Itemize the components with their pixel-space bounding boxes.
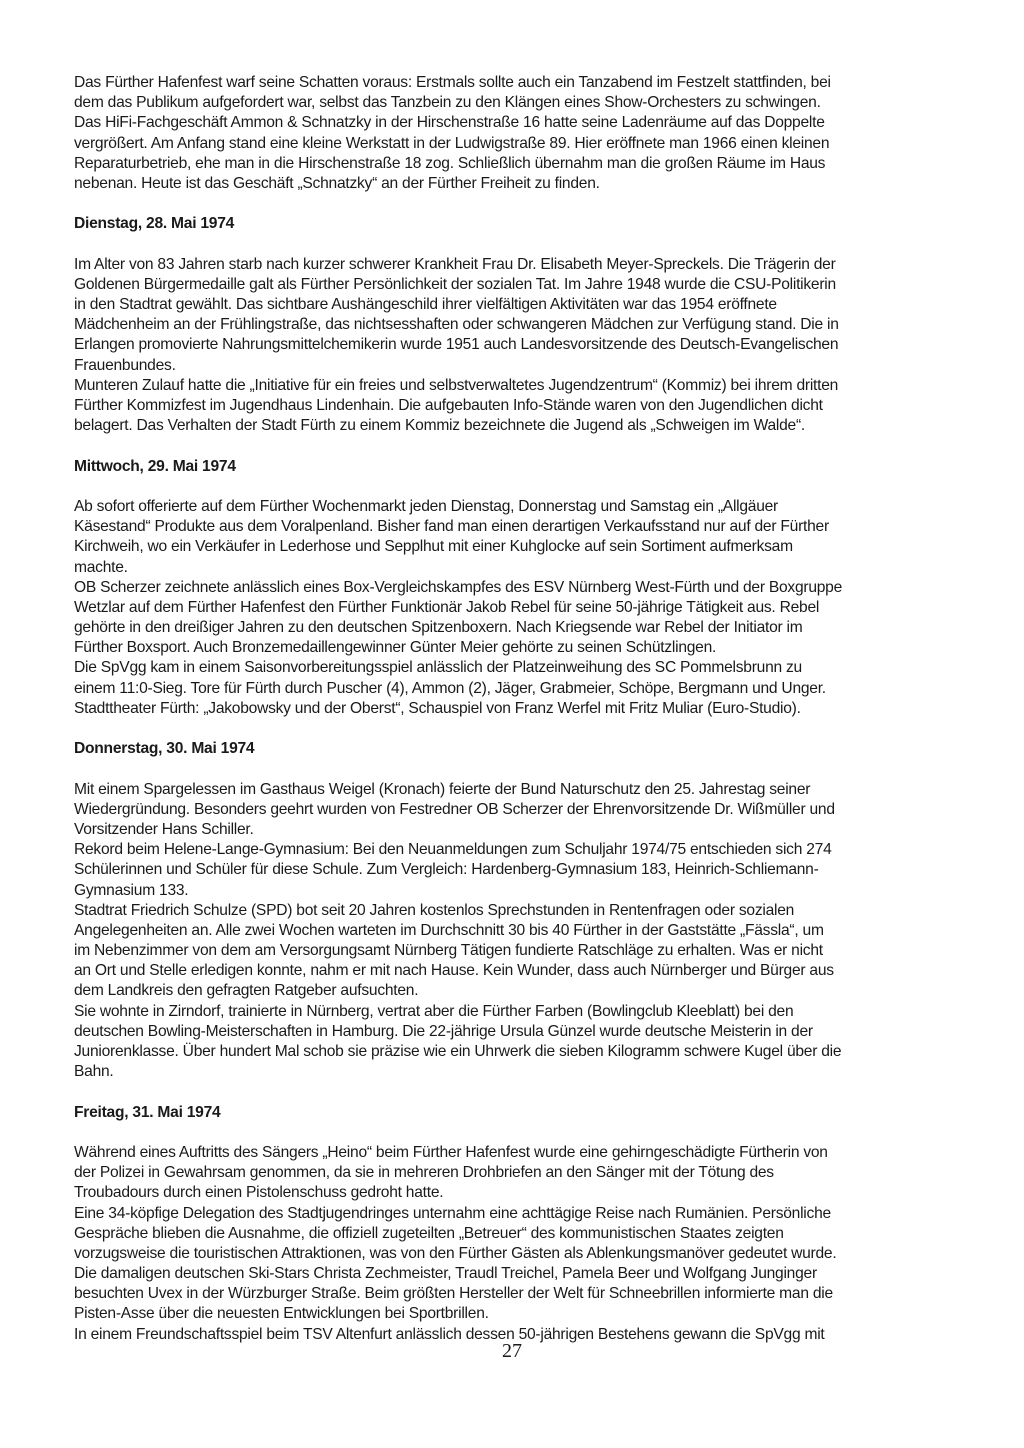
text-line: Das HiFi-Fachgeschäft Ammon & Schnatzky in der Hirschenstraße 16 hatte seine Ladenräume auf das Doppelte xyxy=(74,114,825,132)
text-line: In einem Freundschaftsspiel beim TSV Altenfurt anlässlich dessen 50-jährigen Bestehens gewann die SpVgg mit xyxy=(74,1325,825,1343)
text-line: Frauenbundes. xyxy=(74,356,176,374)
text-line: der Polizei in Gewahrsam genommen, da sie in mehreren Drohbriefen an den Sänger mit der Tötung des xyxy=(74,1164,774,1182)
text-line: Eine 34-köpfige Delegation des Stadtjugendringes unternahm eine achttägige Reise nach Rumänien. Persönliche xyxy=(74,1204,831,1222)
text-line: Erlangen promovierte Nahrungsmittelchemikerin wurde 1951 auch Landesvorsitzende des Deutsch-Evangelischen xyxy=(74,336,839,354)
text-line: Juniorenklasse. Über hundert Mal schob sie präzise wie ein Uhrwerk die sieben Kilogramm schwere Kugel über die xyxy=(74,1043,842,1060)
text-block xyxy=(74,73,964,194)
paragraph-gap xyxy=(74,759,964,779)
text-line: Die SpVgg kam in einem Saisonvorbereitungsspiel anlässlich der Platzeinweihung des SC Pommelsbrunn zu xyxy=(74,659,802,677)
text-line: Rekord beim Helene-Lange-Gymnasium: Bei den Neuanmeldungen zum Schuljahr 1974/75 entschieden sich 274 xyxy=(74,841,832,859)
text-line: an Ort und Stelle erledigen konnte, nahm er mit nach Hause. Kein Wunder, dass auch Nürnberger und Bürger aus xyxy=(74,962,834,980)
text-line: Angelegenheiten an. Alle zwei Wochen warteten im Durchschnitt 30 bis 40 Fürther in der Gaststätte „Fässla“, um xyxy=(74,921,824,939)
text-line: Munteren Zulauf hatte die „Initiative für ein freies und selbstverwaltetes Jugendzentrum“ (Kommiz) bei ihrem dritten xyxy=(74,376,839,394)
text-line: Vorsitzender Hans Schiller. xyxy=(74,820,254,838)
paragraph-gap xyxy=(74,194,964,214)
text-line: Gymnasium 133. xyxy=(74,881,189,899)
text-line: Fürther Boxsport. Auch Bronzemedaillengewinner Günter Meier gehörte zu seinen Schützlingen. xyxy=(74,639,717,657)
document-body xyxy=(74,73,964,1345)
text-line: Pisten-Asse über die neuesten Entwicklungen bei Sportbrillen. xyxy=(74,1305,489,1323)
text-line: belagert. Das Verhalten der Stadt Fürth zu einem Kommiz bezeichnete die Jugend als „Schweigen im Walde“. xyxy=(74,417,805,435)
date-heading: Mittwoch, 29. Mai 1974 xyxy=(74,457,236,475)
text-block xyxy=(74,255,964,437)
paragraph-gap xyxy=(74,719,964,739)
date-heading: Dienstag, 28. Mai 1974 xyxy=(74,215,235,233)
paragraph-gap xyxy=(74,477,964,497)
text-line: Gespräche blieben die Ausnahme, die offiziell zugeteilten „Betreuer“ des kommunistischen Staates zeigten xyxy=(74,1224,784,1242)
text-line: Käsestand“ Produkte aus dem Voralpenland. Bisher fand man einen derartigen Verkaufsstand nur auf der Fürther xyxy=(74,518,829,536)
text-line: Ab sofort offerierte auf dem Fürther Wochenmarkt jeden Dienstag, Donnerstag und Samstag ein „Allgäuer xyxy=(74,497,779,515)
text-line: Reparaturbetrieb, ehe man in die Hirschenstraße 18 zog. Schließlich übernahm man die großen Räume im Haus xyxy=(74,154,826,172)
text-line: Mit einem Spargelessen im Gasthaus Weigel (Kronach) feierte der Bund Naturschutz den 25. Jahrestag seiner xyxy=(74,780,811,798)
text-line: Mädchenheim an der Frühlingstraße, das nichtsesshaften oder schwangeren Mädchen zur Verfügung stand. Die in xyxy=(74,316,839,334)
text-line: Während eines Auftritts des Sängers „Heino“ beim Fürther Hafenfest wurde eine gehirngeschädigte Fürtherin von xyxy=(74,1143,828,1161)
text-line: im Nebenzimmer von dem am Versorgungsamt Nürnberg Tätigen fundierte Ratschläge zu erhalten. Was er nicht xyxy=(74,942,823,960)
text-line: Goldenen Bürgermedaille galt als Fürther Persönlichkeit der sozialen Tat. Im Jahre 1948 wurde die CSU-Politikerin xyxy=(74,275,836,293)
text-line: gehörte in den dreißiger Jahren zu den deutschen Spitzenboxern. Nach Kriegsende war Rebel der Initiator im xyxy=(74,619,803,637)
text-line: Die damaligen deutschen Ski-Stars Christa Zechmeister, Traudl Treichel, Pamela Beer und Wolfgang Junginger xyxy=(74,1265,817,1283)
paragraph-gap xyxy=(74,1082,964,1102)
text-line: vergrößert. Am Anfang stand eine kleine Werkstatt in der Ludwigstraße 89. Hier eröffnete man 1966 einen kleinen xyxy=(74,134,830,152)
text-line: Stadtrat Friedrich Schulze (SPD) bot seit 20 Jahren kostenlos Sprechstunden in Rentenfragen oder sozialen xyxy=(74,901,795,919)
text-line: Sie wohnte in Zirndorf, trainierte in Nürnberg, vertrat aber die Fürther Farben (Bowlingclub Kleeblatt) bei den xyxy=(74,1002,794,1020)
text-line: vorzugsweise die touristischen Attraktionen, was von den Fürther Gästen als Ablenkungsmanöver gedeutet wurde. xyxy=(74,1244,837,1262)
paragraph-gap xyxy=(74,1123,964,1143)
text-line: Kirchweih, wo ein Verkäufer in Lederhose und Sepplhut mit einer Kuhglocke auf sein Sortiment aufmerksam xyxy=(74,538,793,556)
page-number: 27 xyxy=(502,1340,522,1362)
text-line: Wiedergründung. Besonders geehrt wurden von Festredner OB Scherzer der Ehrenvorsitzende Dr. Wißmüller und xyxy=(74,800,835,818)
date-heading: Freitag, 31. Mai 1974 xyxy=(74,1103,221,1121)
text-line: nebenan. Heute ist das Geschäft „Schnatzky“ an der Fürther Freiheit zu finden. xyxy=(74,174,600,192)
text-block xyxy=(74,497,964,719)
text-line: Fürther Kommizfest im Jugendhaus Lindenhain. Die aufgebauten Info-Stände waren von den Jugendlichen dicht xyxy=(74,397,823,414)
text-line: besuchten Uvex in der Würzburger Straße. Beim größten Hersteller der Welt für Schneebrillen informierte man die xyxy=(74,1285,833,1303)
text-block xyxy=(74,780,964,1083)
text-line: dem Landkreis den gefragten Ratgeber aufsuchten. xyxy=(74,982,419,1000)
text-line: Bahn. xyxy=(74,1063,114,1081)
text-line: Das Fürther Hafenfest warf seine Schatten voraus: Erstmals sollte auch ein Tanzabend im Festzelt stattfinden, bei xyxy=(74,74,831,91)
text-line: Schülerinnen und Schüler für diese Schule. Zum Vergleich: Hardenberg-Gymnasium 183, Heinrich-Schliemann- xyxy=(74,861,819,879)
date-heading: Donnerstag, 30. Mai 1974 xyxy=(74,740,255,758)
text-line: OB Scherzer zeichnete anlässlich eines Box-Vergleichskampfes des ESV Nürnberg West-Fürth und der Boxgruppe xyxy=(74,578,843,596)
text-line: Wetzlar auf dem Fürther Hafenfest den Fürther Funktionär Jakob Rebel für seine 50-jährige Tätigkeit aus. Rebel xyxy=(74,598,820,616)
text-line: dem das Publikum aufgefordert war, selbst das Tanzbein zu den Klängen eines Show-Orchesters zu schwingen. xyxy=(74,94,821,112)
paragraph-gap xyxy=(74,235,964,255)
text-block xyxy=(74,1143,964,1345)
text-line: in den Stadtrat gewählt. Das sichtbare Aushängeschild ihrer vielfältigen Aktivitäten war das 1954 eröffnete xyxy=(74,296,777,314)
text-line: Stadttheater Fürth: „Jakobowsky und der Oberst“, Schauspiel von Franz Werfel mit Fritz Muliar (Euro-Studio). xyxy=(74,699,801,717)
text-line: einem 11:0-Sieg. Tore für Fürth durch Puscher (4), Ammon (2), Jäger, Grabmeier, Schöpe, Bergmann und Unger. xyxy=(74,679,826,697)
text-line: machte. xyxy=(74,558,128,576)
paragraph-gap xyxy=(74,436,964,456)
text-line: Im Alter von 83 Jahren starb nach kurzer schwerer Krankheit Frau Dr. Elisabeth Meyer-Spreckels. Die Trägerin der xyxy=(74,255,836,273)
text-line: deutschen Bowling-Meisterschaften in Hamburg. Die 22-jährige Ursula Günzel wurde deutsche Meisterin in der xyxy=(74,1022,813,1040)
text-line: Troubadours durch einen Pistolenschuss gedroht hatte. xyxy=(74,1184,444,1202)
